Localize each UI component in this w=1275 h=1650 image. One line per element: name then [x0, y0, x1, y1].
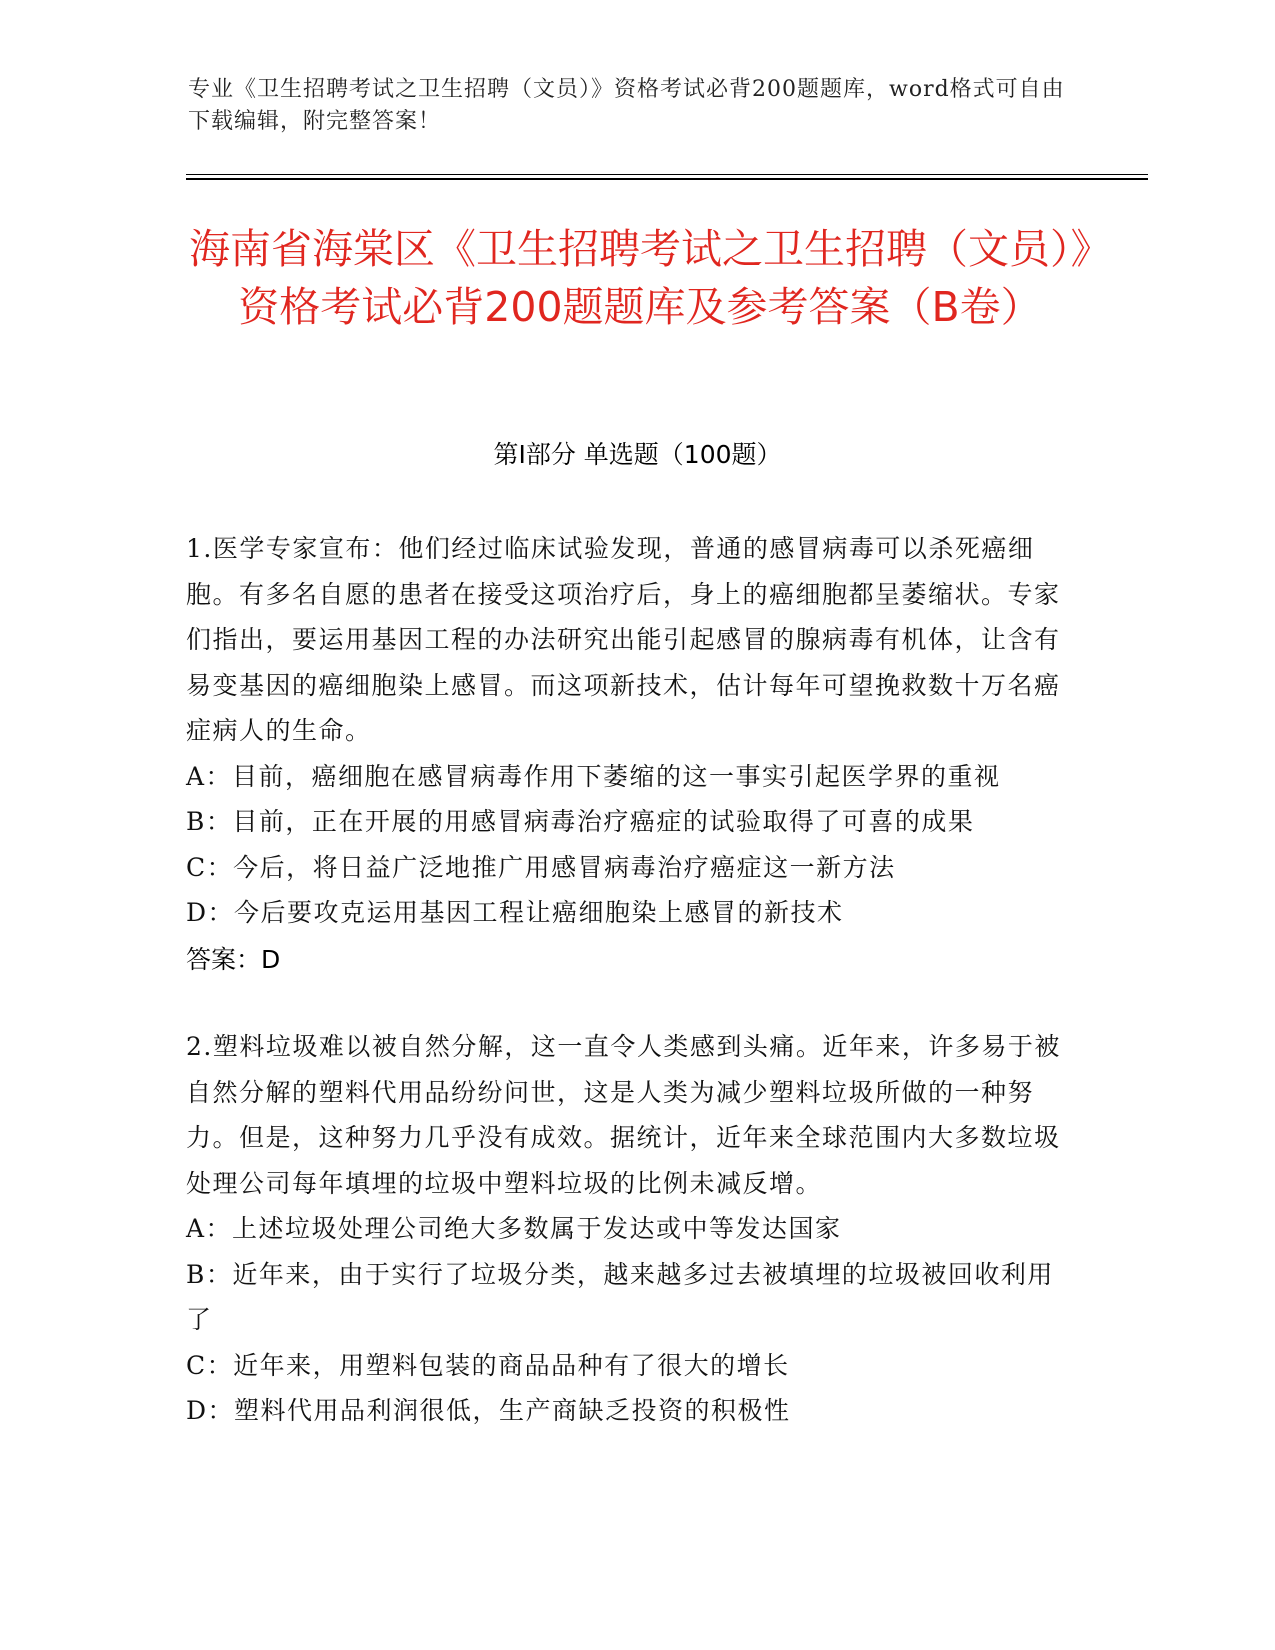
- option-c: C：近年来，用塑料包装的商品品种有了很大的增长: [186, 1350, 790, 1380]
- question-stem: 2.塑料垃圾难以被自然分解，这一直令人类感到头痛。近年来，许多易于被自然分解的塑料代用品纷纷问世，这是人类为减少塑料垃圾所做的一种努力。但是，这种努力几乎没有成效。据统计，近年来全球范围内大多数垃圾处理公司每年填埋的垃圾中塑料垃圾的比例未减反增。: [186, 1032, 1061, 1198]
- header-divider-thick: [186, 178, 1148, 180]
- option-d: D：塑料代用品利润很低，生产商缺乏投资的积极性: [186, 1396, 791, 1425]
- header-divider-thin: [186, 174, 1148, 175]
- option-d: D：今后要攻克运用基因工程让癌细胞染上感冒的新技术: [186, 898, 844, 927]
- document-title: 海南省海棠区《卫生招聘考试之卫生招聘（文员）》资格考试必背200题题库及参考答案（B卷）: [189, 225, 1091, 331]
- answer: 答案：D: [186, 944, 281, 974]
- question-2: [186, 1024, 1066, 1434]
- question-stem: 1.医学专家宣布：他们经过临床试验发现，普通的感冒病毒可以杀死癌细胞。有多名自愿的患者在接受这项治疗后，身上的癌细胞都呈萎缩状。专家们指出，要运用基因工程的办法研究出能引起感冒的腺病毒有机体，让含有易变基因的癌细胞染上感冒。而这项新技术，估计每年可望挽救数十万名癌症病人的生命。: [186, 534, 1061, 745]
- option-a: A：上述垃圾处理公司绝大多数属于发达或中等发达国家: [186, 1214, 842, 1243]
- option-b: B：目前，正在开展的用感冒病毒治疗癌症的试验取得了可喜的成果: [186, 807, 975, 836]
- option-c: C：今后，将日益广泛地推广用感冒病毒治疗癌症这一新方法: [186, 852, 896, 882]
- option-b: B：近年来，由于实行了垃圾分类，越来越多过去被填埋的垃圾被回收利用了: [186, 1259, 1054, 1334]
- section-heading: 第Ⅰ部分 单选题（100题）: [493, 440, 782, 469]
- header-note: 专业《卫生招聘考试之卫生招聘（文员）》资格考试必背200题题库，word格式可自由下载编辑，附完整答案！: [188, 77, 1065, 134]
- option-a: A：目前，癌细胞在感冒病毒作用下萎缩的这一事实引起医学界的重视: [186, 761, 1001, 791]
- question-1: [186, 526, 1066, 982]
